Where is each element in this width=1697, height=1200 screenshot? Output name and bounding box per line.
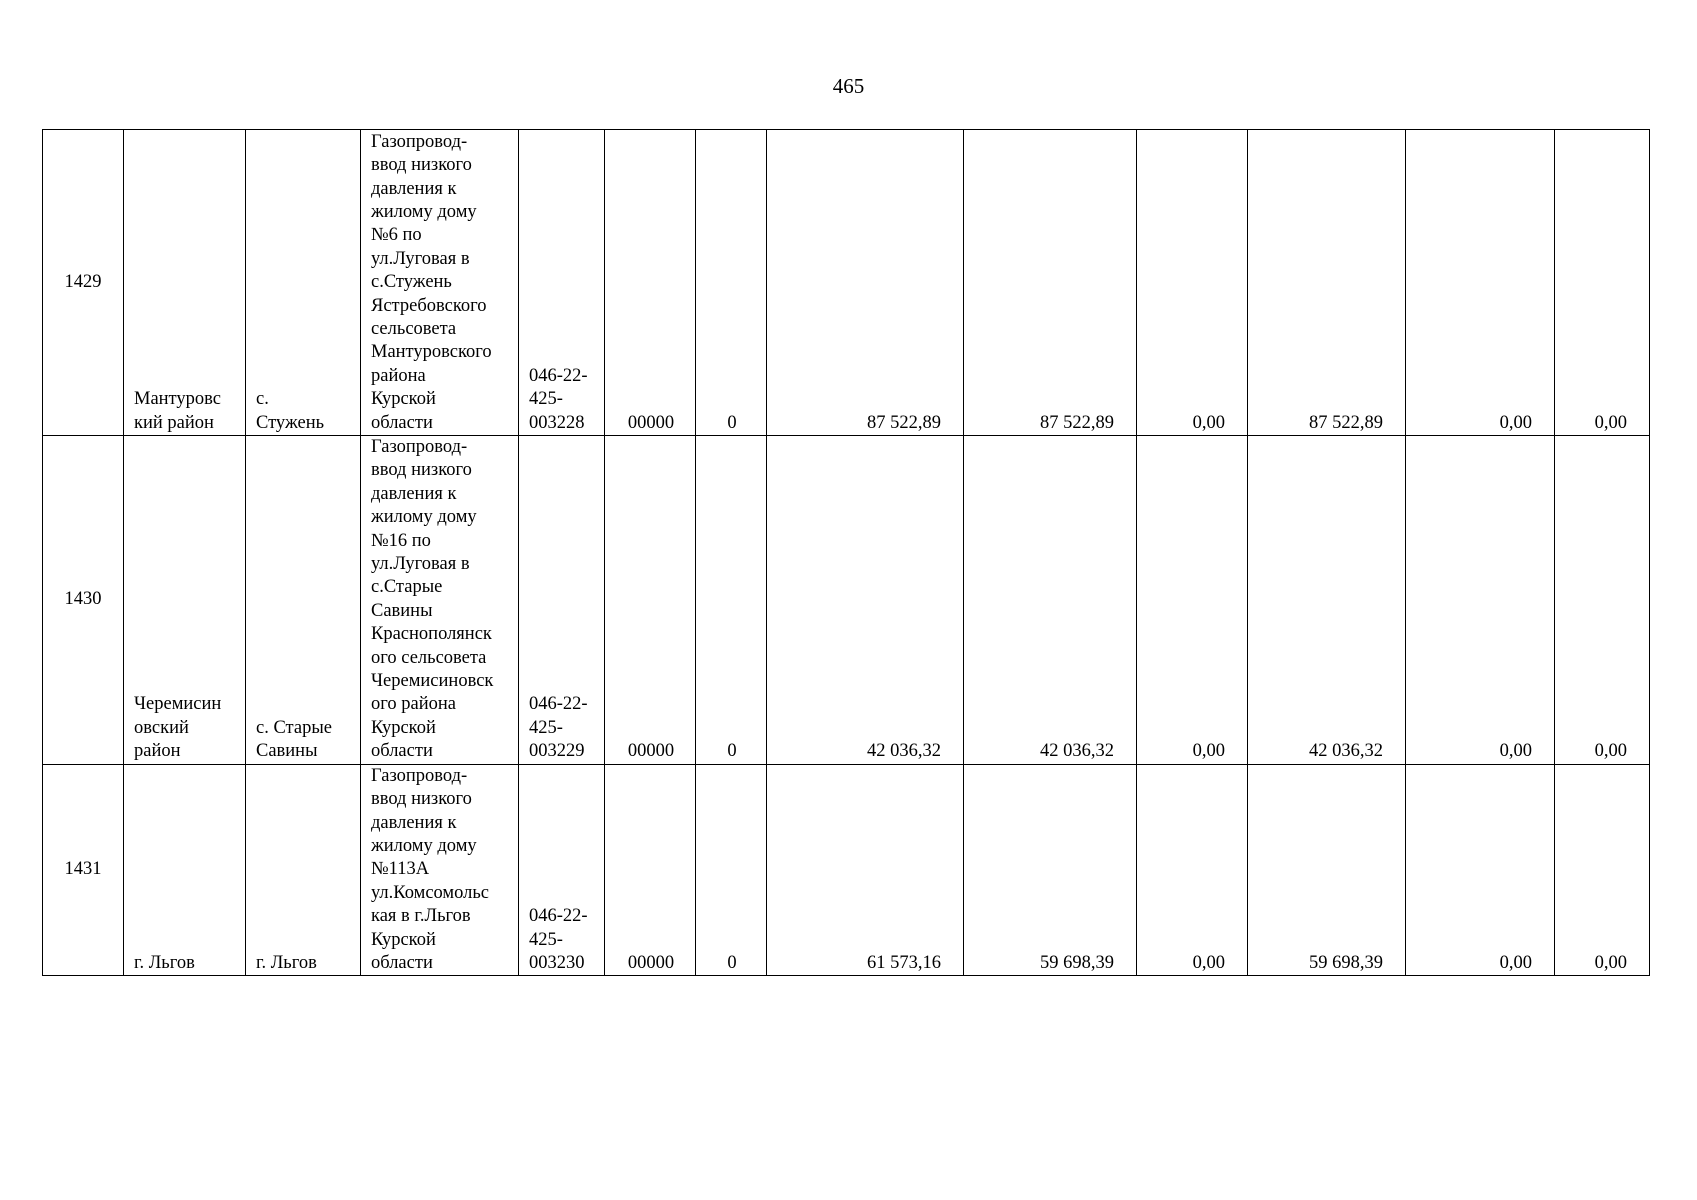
value-cell: 0,00 bbox=[1406, 130, 1555, 436]
row-number-cell: 1431 bbox=[43, 764, 124, 976]
kind-cell: 00000 bbox=[605, 436, 696, 765]
zero-cell: 0 bbox=[696, 436, 767, 765]
value-cell: 87 522,89 bbox=[1248, 130, 1406, 436]
table-row bbox=[43, 130, 1650, 436]
value-cell: 0,00 bbox=[1137, 764, 1248, 976]
value-cell: 61 573,16 bbox=[767, 764, 964, 976]
value-cell: 42 036,32 bbox=[964, 436, 1137, 765]
value-cell: 59 698,39 bbox=[964, 764, 1137, 976]
value-cell: 0,00 bbox=[1406, 764, 1555, 976]
district-cell: Черемисин овский район bbox=[124, 436, 246, 765]
value-cell: 42 036,32 bbox=[1248, 436, 1406, 765]
district-cell: г. Льгов bbox=[124, 764, 246, 976]
value-cell: 0,00 bbox=[1555, 130, 1650, 436]
description-cell: Газопровод- ввод низкого давления к жилому дому №6 по ул.Луговая в с.Стужень Ястребовского сельсовета Мантуровского района Курской области bbox=[361, 130, 519, 436]
settlement-cell: г. Льгов bbox=[246, 764, 361, 976]
registry-table bbox=[42, 129, 1650, 976]
value-cell: 0,00 bbox=[1137, 130, 1248, 436]
table-row bbox=[43, 764, 1650, 976]
description-cell: Газопровод- ввод низкого давления к жилому дому №113А ул.Комсомольс кая в г.Льгов Курской области bbox=[361, 764, 519, 976]
page-number: 465 bbox=[832, 74, 865, 98]
zero-cell: 0 bbox=[696, 130, 767, 436]
value-cell: 0,00 bbox=[1555, 764, 1650, 976]
code-cell: 046-22- 425- 003229 bbox=[519, 436, 605, 765]
code-cell: 046-22- 425- 003228 bbox=[519, 130, 605, 436]
value-cell: 87 522,89 bbox=[767, 130, 964, 436]
value-cell: 87 522,89 bbox=[964, 130, 1137, 436]
value-cell: 59 698,39 bbox=[1248, 764, 1406, 976]
kind-cell: 00000 bbox=[605, 130, 696, 436]
table-row bbox=[43, 436, 1650, 765]
zero-cell: 0 bbox=[696, 764, 767, 976]
settlement-cell: с. Стужень bbox=[246, 130, 361, 436]
value-cell: 0,00 bbox=[1137, 436, 1248, 765]
row-number-cell: 1430 bbox=[43, 436, 124, 765]
description-cell: Газопровод- ввод низкого давления к жилому дому №16 по ул.Луговая в с.Старые Савины Краснополянск ого сельсовета Черемисиновск ого района Курской области bbox=[361, 436, 519, 765]
value-cell: 0,00 bbox=[1406, 436, 1555, 765]
code-cell: 046-22- 425- 003230 bbox=[519, 764, 605, 976]
district-cell: Мантуровс кий район bbox=[124, 130, 246, 436]
settlement-cell: с. Старые Савины bbox=[246, 436, 361, 765]
kind-cell: 00000 bbox=[605, 764, 696, 976]
value-cell: 42 036,32 bbox=[767, 436, 964, 765]
value-cell: 0,00 bbox=[1555, 436, 1650, 765]
row-number-cell: 1429 bbox=[43, 130, 124, 436]
